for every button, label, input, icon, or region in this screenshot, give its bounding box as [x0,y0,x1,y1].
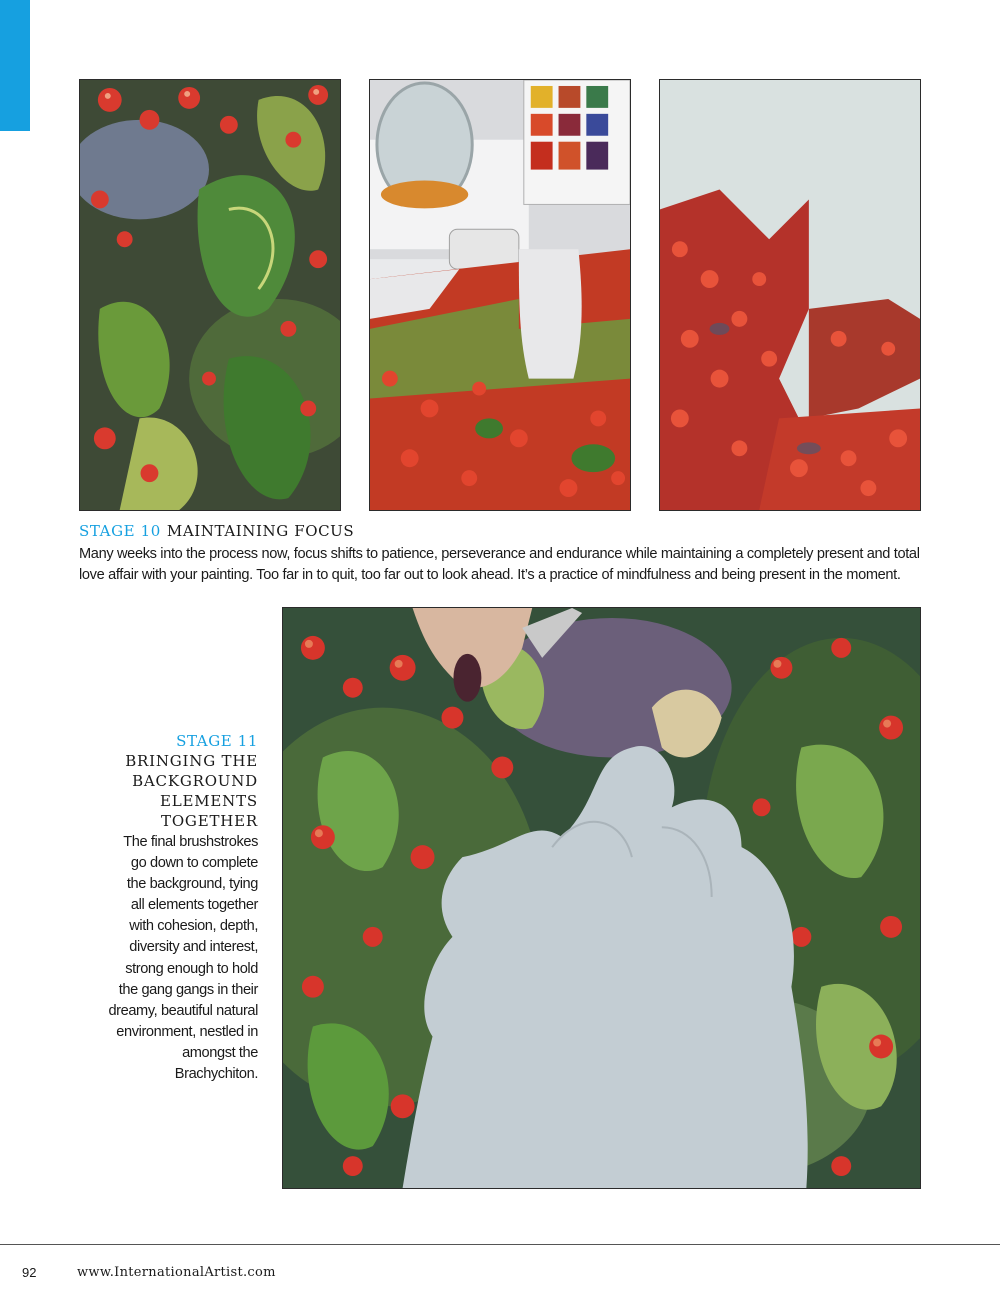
painting-detail-leaves-photo [79,79,341,511]
stage-10-body: Many weeks into the process now, focus shifts to patience, perseverance and endurance while maintaining a completely present and total love affair with your painting. Too far in to quit, too far out to look ahead. It’s a practice of mindfulness and being present in the moment. [79,546,920,583]
stage-11-block [96,731,258,1085]
stage-10-heading [79,522,354,540]
section-color-tab [0,0,30,131]
workspace-palette-photo [369,79,631,511]
website-url: www.InternationalArtist.com [77,1265,276,1280]
stage-11-body: The final brushstrokes go down to complete the background, tying all elements together with cohesion, depth, diversity and interest, strong enough to hold the gang gangs in their dreamy, beautiful natural environment, nestled in amongst the Brachychiton. [108,834,258,1083]
footer-rule [0,1244,1000,1245]
stage-11-number: STAGE 11 [176,732,258,750]
flowers-blank-area-photo [659,79,921,511]
stage-10-number: STAGE 10 [79,522,161,540]
stage-10-title: MAINTAINING FOCUS [166,522,355,540]
page-number: 92 [22,1265,37,1280]
painting-cockatoos-photo [282,607,921,1189]
stage-11-title: BRINGING THE BACKGROUND ELEMENTS TOGETHER [125,752,258,830]
